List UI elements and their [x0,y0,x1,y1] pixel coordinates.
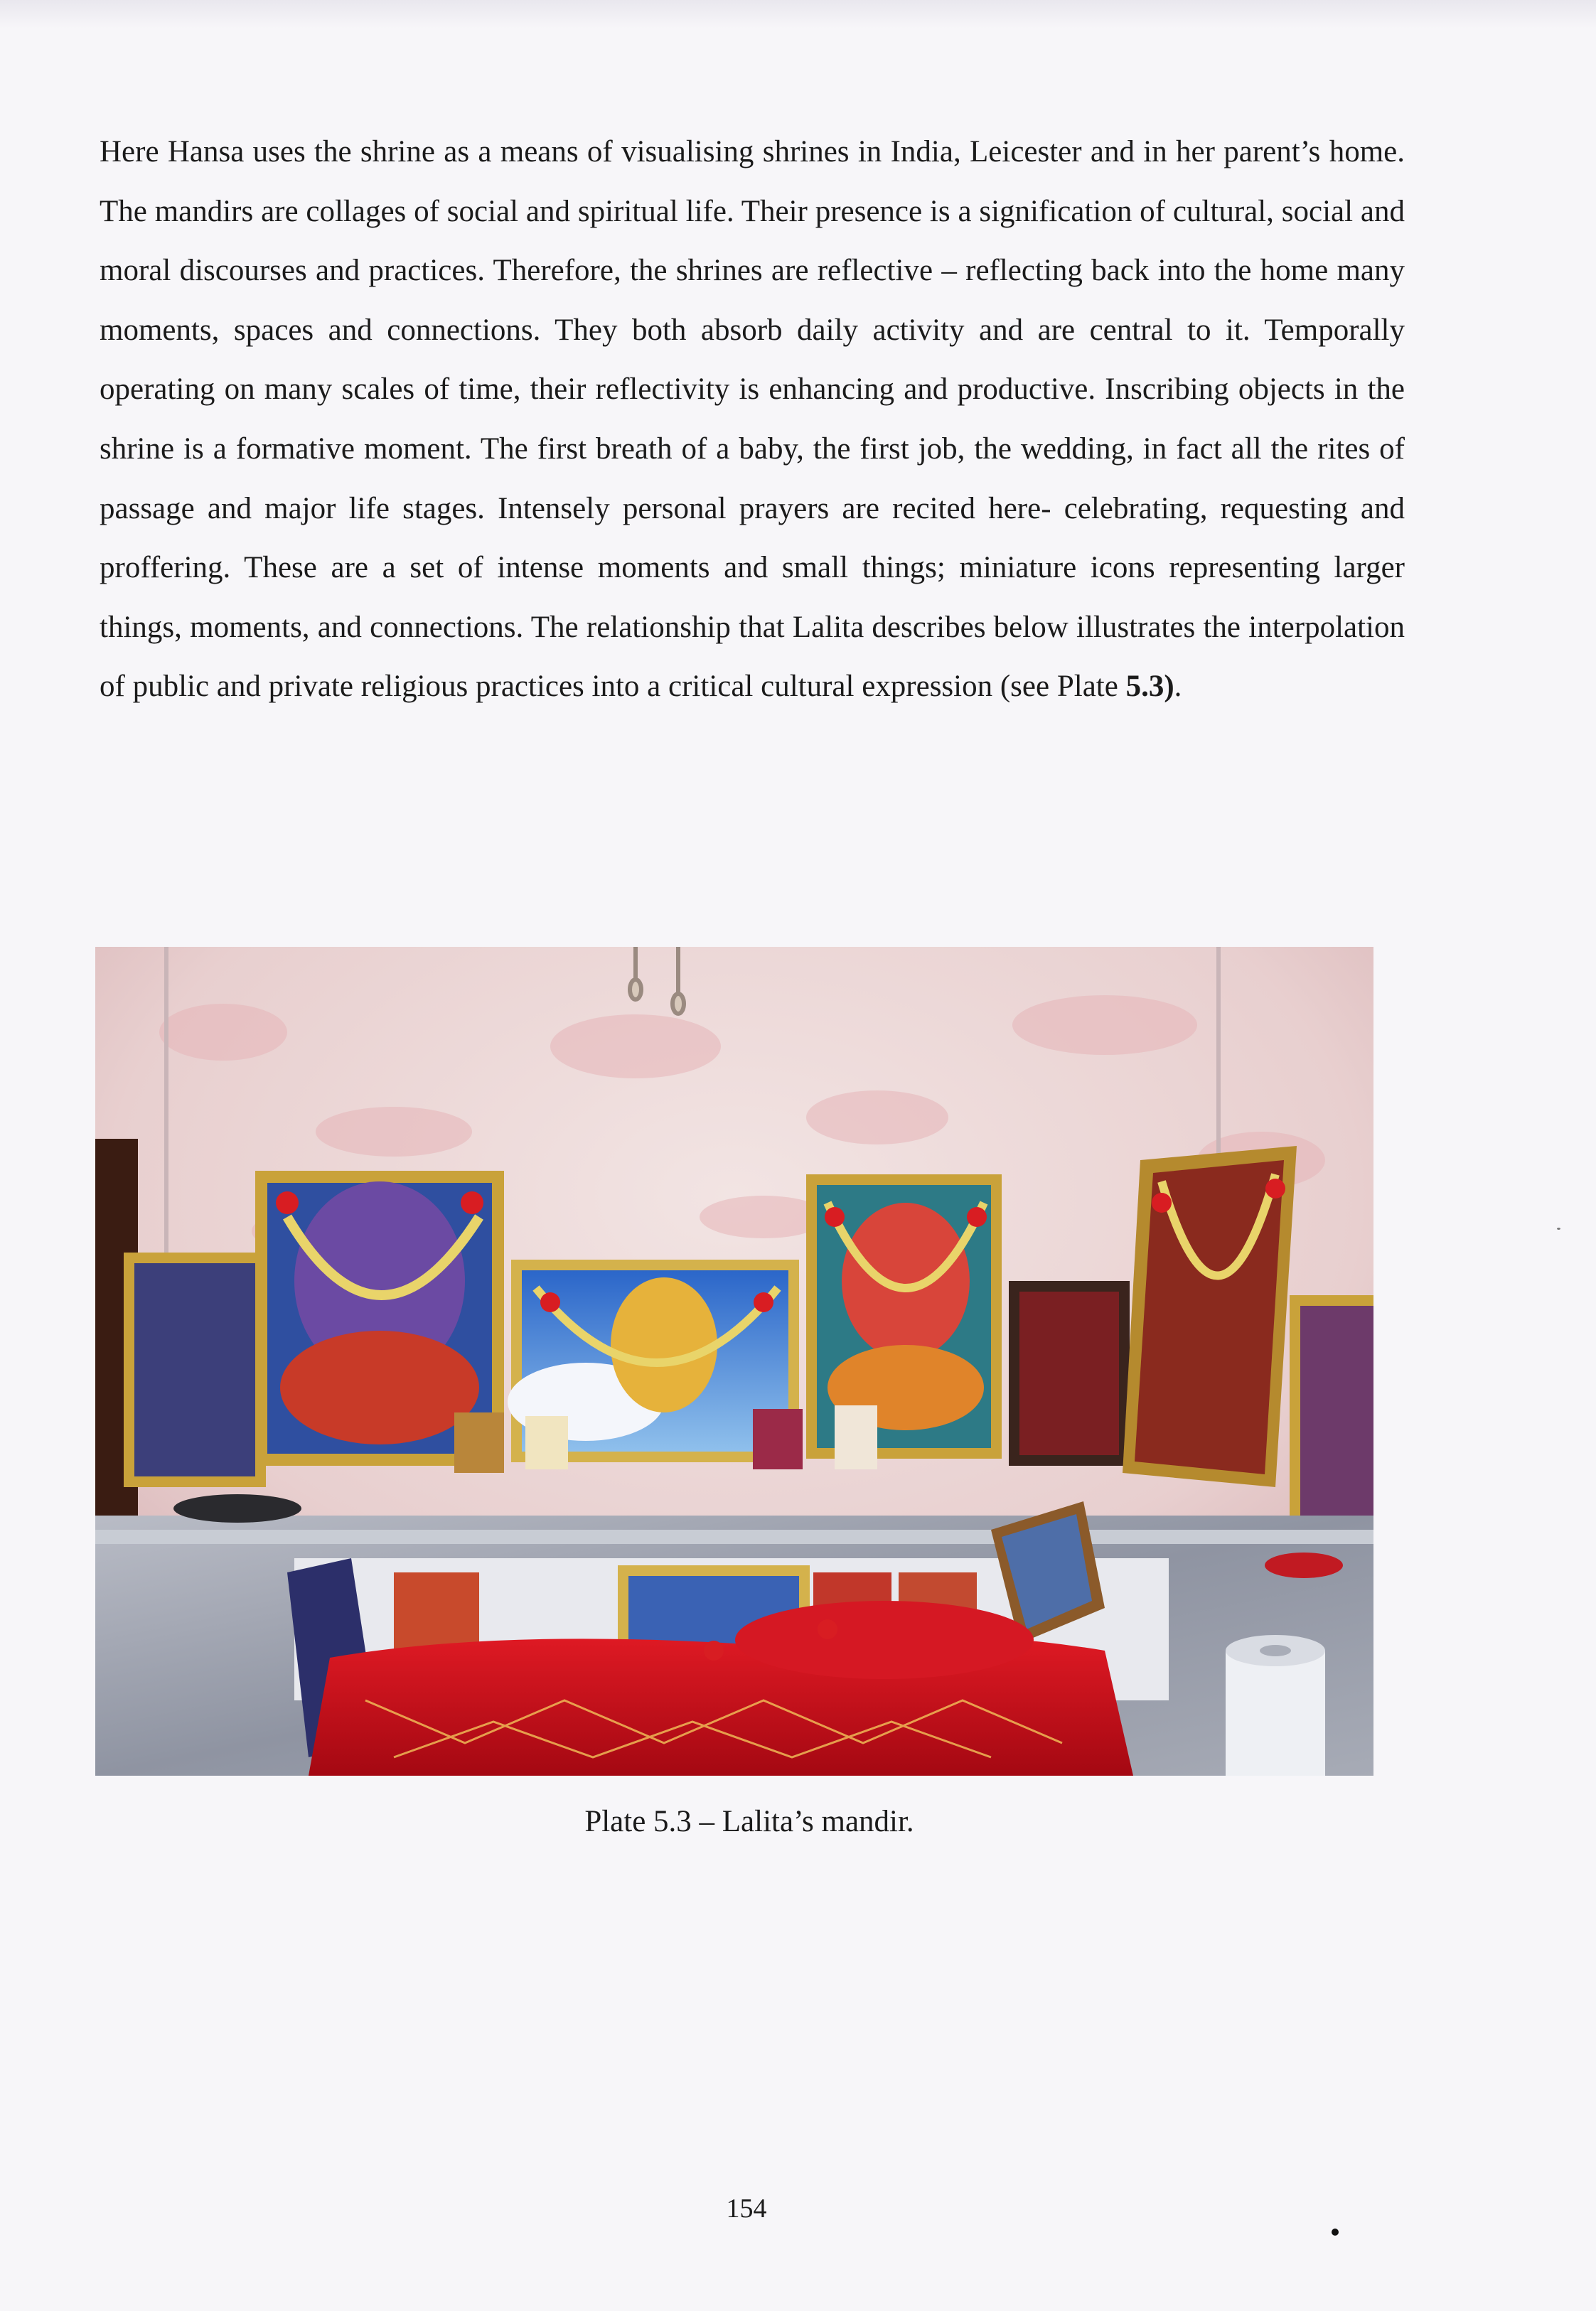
scan-speck [1557,1228,1560,1230]
shrine-photograph [95,947,1373,1776]
paragraph-end: . [1174,670,1182,704]
figure-caption: Plate 5.3 – Lalita’s mandir. [584,1805,914,1838]
body-paragraph [100,122,1405,717]
plate-reference: 5.3) [1125,670,1174,704]
scan-shadow [0,0,1596,28]
paragraph-text: Here Hansa uses the shrine as a means of visualising shrines in India, Leicester and in her parent’s home. The mandirs are collages of social and spiritual life. Their presence is a signification of cultural, social and moral discourses and practices. Therefore, the shrines are reflective – reflecting back into the home many moments, spaces and connections. They both absorb daily activity and are central to it. Temporally operating on many scales of time, their reflectivity is enhancing and productive. Inscribing objects in the shrine is a formative moment. The first breath of a baby, the first job, the wedding, in fact all the rites of passage and major life stages. Intensely personal prayers are recited here- celebrating, requesting and proffering. These are a set of intense moments and small things; miniature icons representing larger things, moments, and connections. The relationship that Lalita describes below illustrates the interpolation of public and private religious practices into a critical cultural expression (see Plate [100,135,1405,704]
scan-speck [1332,2229,1339,2236]
page-number: 154 [726,2194,767,2224]
